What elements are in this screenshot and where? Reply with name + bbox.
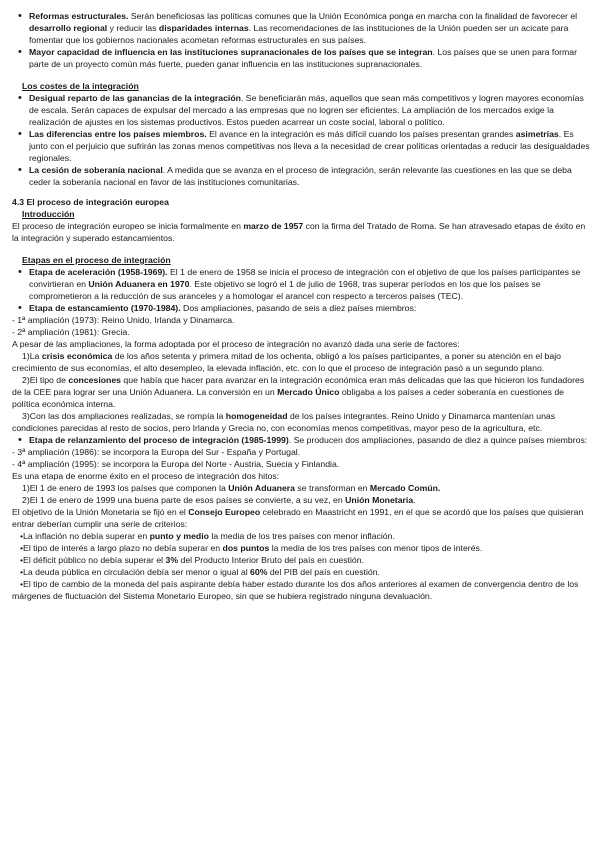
- item-title: Reformas estructurales.: [29, 11, 129, 21]
- item-title: Etapa de aceleración (1958-1969).: [29, 267, 168, 277]
- list-item: • Mayor capacidad de influencia en las instituciones supranacionales de los países que se integran. Los países que se unen para formar parte de un proyecto común más fuerte, pueden ganar influencia en las instituciones supranacionales.: [12, 46, 590, 70]
- criterio-3: •El déficit público no debía superar el 3% del Producto Interior Bruto del país en cuestión.: [20, 555, 365, 565]
- list-item: • Reformas estructurales. Serán beneficiosas las políticas comunes que la Unión Económica ponga en marcha con la finalidad de favorecer el desarrollo regional y reducir las disparidades internas. Las recomendaciones de las instituciones de la Unión pueden ser un acicate para fomentar que los gobiernos nacionales acometan reformas estructurales en sus países.: [12, 10, 590, 46]
- hito-2: 2)El 1 de enero de 1999 una buena parte de esos países se convierte, a su vez, en Unión Monetaria.: [22, 495, 416, 505]
- factor-1: 1)La crisis económica de los años setenta y primera mitad de los ochenta, obligó a los países participantes, a poner su atención en el bajo crecimiento de sus economías, el alto desempleo, la elevada inflación, etc. con lo que el proceso de integración pasó a un segundo plano.: [12, 351, 561, 373]
- intro-paragraph: El proceso de integración europeo se inicia formalmente en marzo de 1957 con la firma del Tratado de Roma. Se han atravesado etapas de éxito en la integración y superado estancamientos.: [12, 221, 586, 243]
- paragraph-objetivo: El objetivo de la Unión Monetaria se fijó en el Consejo Europeo celebrado en Maastricht en 1991, en el que se acordó que los países que quisieran entrar deberían cumplir una serie de criterios:: [12, 507, 584, 529]
- section-heading-4-3: 4.3 El proceso de integración europea: [12, 197, 169, 207]
- item-title: Etapa de estancamiento (1970-1984).: [29, 303, 181, 313]
- subheading-etapas: Etapas en el proceso de integración: [22, 255, 171, 265]
- ampliacion-1: - 1ª ampliación (1973): Reino Unido, Irlanda y Dinamarca.: [12, 315, 235, 325]
- item-title: La cesión de soberanía nacional: [29, 165, 163, 175]
- list-item: • Etapa de estancamiento (1970-1984). Dos ampliaciones, pasando de seis a diez países miembros:: [12, 302, 590, 314]
- list-item: • Las diferencias entre los países miembros. El avance en la integración es más difícil cuando los países presentan grandes asimetrías. Es junto con el perjuicio que sufrirán las zonas menos competitivas nos lleva a la necesidad de crear políticas orientadas a reducir las desigualdades regionales.: [12, 128, 590, 164]
- subheading-introduccion: Introducción: [22, 209, 75, 219]
- paragraph-pesar: A pesar de las ampliaciones, la forma adoptada por el proceso de integración no avanzó dada una serie de factores:: [12, 339, 460, 349]
- list-item: • La cesión de soberanía nacional. A medida que se avanza en el proceso de integración, serán relevante las cuestiones en las que se deba ceder la soberanía nacional en favor de las instituciones comunitarias.: [12, 164, 590, 188]
- document-page: [12, 10, 590, 602]
- ampliacion-2: - 2ª ampliación (1981): Grecia.: [12, 327, 130, 337]
- item-title: Las diferencias entre los países miembros.: [29, 129, 207, 139]
- item-title: Mayor capacidad de influencia en las instituciones supranacionales de los países que se integran: [29, 47, 433, 57]
- etapas-list-2: [12, 434, 590, 446]
- costes-list: [12, 92, 590, 188]
- ampliacion-3: - 3ª ampliación (1986): se incorpora la Europa del Sur - España y Portugal.: [12, 447, 301, 457]
- etapas-list-1: [12, 266, 590, 314]
- paragraph-exito: Es una etapa de enorme éxito en el proceso de integración dos hitos:: [12, 471, 280, 481]
- factor-3: 3)Con las dos ampliaciones realizadas, se rompía la homogeneidad de los países integrantes. Reino Unido y Dinamarca mantenían unas condiciones parecidas al resto de socios, pero Irlanda y Grecia no, con economías menos competitivas, mayor peso de la agricultura, etc.: [12, 411, 556, 433]
- list-item: • Etapa de aceleración (1958-1969). El 1 de enero de 1958 se inicia el proceso de integración con el objetivo de que los países participantes se convirtieran en Unión Aduanera en 1970. Este objetivo se logró el 1 de julio de 1968, tras superar períodos en los que los países se comprometieron a la reducción de sus aranceles y a homologar el arancel con respecto a terceros países (TEC).: [12, 266, 590, 302]
- criterio-2: •El tipo de interés a largo plazo no debía superar en dos puntos la media de los tres países con menor tipos de interés.: [20, 543, 483, 553]
- item-title: Etapa de relanzamiento del proceso de integración (1985-1999): [29, 435, 289, 445]
- criterio-5: •El tipo de cambio de la moneda del país aspirante debía haber estado durante los dos años anteriores al examen de convergencia dentro de los márgenes de fluctuación del Sistema Monetario Europeo, sin que se hubiera registrado ninguna devaluación.: [12, 579, 579, 601]
- beneficios-list: [12, 10, 590, 70]
- factor-2: 2)El tipo de concesiones que había que hacer para avanzar en la integración económica eran más delicadas que las que hicieron los fundadores de la CEE para lograr ser una Unión Aduanera. La conversión en un Mercado Único obligaba a los países a ceder soberanía en cuestiones de política económica interna.: [12, 375, 585, 409]
- list-item: • Desigual reparto de las ganancias de la integración. Se beneficiarán más, aquellos que sean más competitivos y logren mayores economías de escala. Serán capaces de expulsar del mercado a las empresas que no logren ser eficientes. La ampliación de los mercados exige la realización de ajustes en los sistemas productivos. Estos pueden acarrear un coste social, laboral o político.: [12, 92, 590, 128]
- criterio-4: •La deuda pública en circulación debía ser menor o igual al 60% del PIB del país en cuestión.: [20, 567, 380, 577]
- item-title: Desigual reparto de las ganancias de la integración: [29, 93, 241, 103]
- list-item: • Etapa de relanzamiento del proceso de integración (1985-1999). Se producen dos ampliaciones, pasando de diez a quince países miembros:: [12, 434, 590, 446]
- criterio-1: •La inflación no debía superar en punto y medio la media de los tres países con menor inflación.: [20, 531, 395, 541]
- section-heading-costes: Los costes de la integración: [22, 81, 139, 91]
- hito-1: 1)El 1 de enero de 1993 los países que componen la Unión Aduanera se transforman en Mercado Común.: [22, 483, 441, 493]
- ampliacion-4: - 4ª ampliación (1995): se incorpora la Europa del Norte - Austria, Suecia y Finlandia.: [12, 459, 340, 469]
